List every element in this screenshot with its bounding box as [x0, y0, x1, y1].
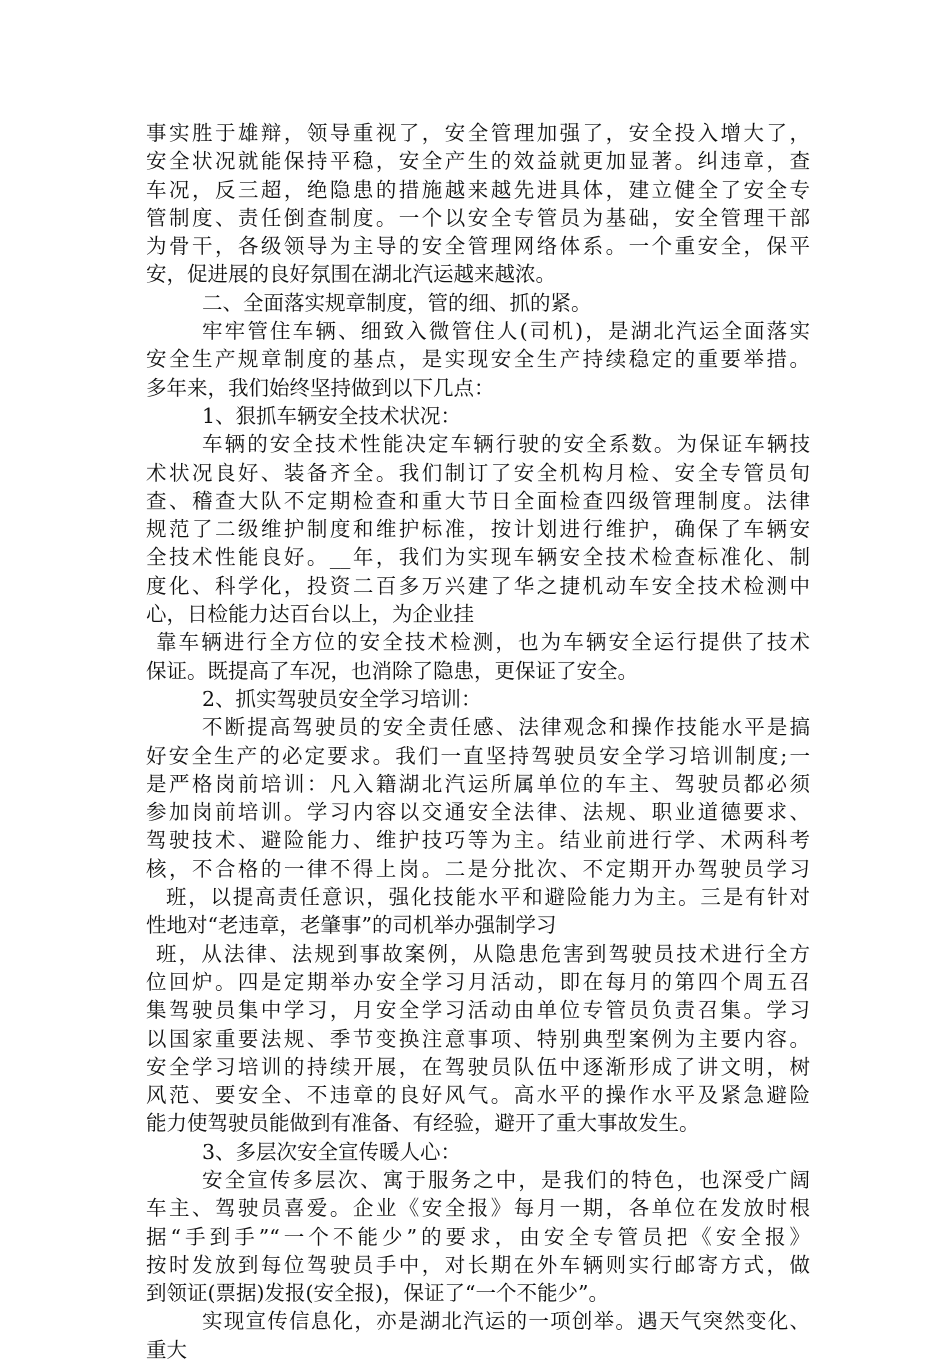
text-line: 安全状况就能保持平稳，安全产生的效益就更加显著。纠违章，查 — [146, 149, 810, 174]
text-line: 术状况良好、装备齐全。我们制订了安全机构月检、安全专管员旬 — [146, 460, 810, 485]
text-line: 不断提高驾驶员的安全责任感、法律观念和操作技能水平是搞 — [202, 715, 810, 740]
text-line: 能力使驾驶员能做到有准备、有经验，避开了重大事故发生。 — [146, 1111, 700, 1136]
text-line: 2、抓实驾驶员安全学习培训： — [202, 686, 482, 711]
text-line: 保证。既提高了车况，也消除了隐患，更保证了安全。 — [146, 658, 638, 683]
text-line: 事实胜于雄辩，领导重视了，安全管理加强了，安全投入增大了， — [146, 121, 810, 145]
text-line: 性地对“老违章，老肇事”的司机举办强制学习 — [146, 913, 557, 938]
text-line: 位回炉。四是定期举办安全学习月活动，即在每月的第四个周五召 — [146, 969, 810, 994]
text-line: 安全生产规章制度的基点，是实现安全生产持续稳定的重要举措。 — [146, 347, 810, 372]
text-line: 重大 — [146, 1337, 187, 1362]
text-line: 安，促进展的良好氛围在湖北汽运越来越浓。 — [146, 262, 556, 287]
text-line: 是严格岗前培训：凡入籍湖北汽运所属单位的车主、驾驶员都必须 — [146, 771, 810, 796]
text-line: 班，以提高责任意识，强化技能水平和避险能力为主。三是有针对 — [166, 885, 810, 910]
text-line: 度化、科学化，投资二百多万兴建了华之捷机动车安全技术检测中 — [146, 573, 810, 598]
text-line: 管制度、责任倒查制度。一个以安全专管员为基础，安全管理干部 — [146, 205, 810, 230]
text-line: 牢牢管住车辆、细致入微管住人(司机)，是湖北汽运全面落实 — [202, 319, 810, 344]
text-line: 实现宣传信息化，亦是湖北汽运的一项创举。遇天气突然变化、 — [202, 1309, 810, 1334]
text-line: 1、狠抓车辆安全技术状况： — [202, 403, 462, 428]
text-line: 二、全面落实规章制度，管的细、抓的紧。 — [202, 290, 592, 315]
text-line: 按时发放到每位驾驶员手中，对长期在外车辆则实行邮寄方式，做 — [146, 1252, 810, 1277]
text-line: 安全学习培训的持续开展，在驾驶员队伍中逐渐形成了讲文明，树 — [146, 1054, 810, 1079]
text-line: 查、稽查大队不定期检查和重大节日全面检查四级管理制度。法律 — [146, 488, 810, 513]
text-line: 车辆的安全技术性能决定车辆行驶的安全系数。为保证车辆技 — [202, 432, 810, 457]
document-body — [146, 119, 810, 1364]
text-line: 好安全生产的必定要求。我们一直坚持驾驶员安全学习培训制度;一 — [146, 743, 810, 768]
text-line: 班，从法律、法规到事故案例，从隐患危害到驾驶员技术进行全方 — [156, 941, 810, 966]
text-line: 据“手到手”“一个不能少”的要求，由安全专管员把《安全报》 — [146, 1224, 810, 1249]
text-line: 车主、驾驶员喜爱。企业《安全报》每月一期，各单位在发放时根 — [146, 1196, 810, 1221]
text-line: 以国家重要法规、季节变换注意事项、特别典型案例为主要内容。 — [146, 1026, 810, 1051]
text-line: 风范、要安全、不违章的良好风气。高水平的操作水平及紧急避险 — [146, 1083, 810, 1108]
text-line: 为骨干，各级领导为主导的安全管理网络体系。一个重安全，保平 — [146, 234, 810, 259]
text-line: 车况，反三超，绝隐患的措施越来越先进具体，建立健全了安全专 — [146, 177, 810, 202]
text-line: 参加岗前培训。学习内容以交通安全法律、法规、职业道德要求、 — [146, 800, 810, 825]
text-line: 靠车辆进行全方位的安全技术检测，也为车辆安全运行提供了技术 — [156, 630, 810, 655]
text-line: 安全宣传多层次、寓于服务之中，是我们的特色，也深受广阔 — [202, 1167, 810, 1192]
text-line: 3、多层次安全宣传暖人心： — [202, 1139, 462, 1164]
text-line: 驾驶技术、避险能力、维护技巧等为主。结业前进行学、术两科考 — [146, 828, 810, 853]
text-line: 心，日检能力达百台以上，为企业挂 — [146, 602, 474, 627]
text-line: 到领证(票据)发报(安全报)，保证了“一个不能少”。 — [146, 1281, 609, 1306]
text-line: 多年来，我们始终坚持做到以下几点： — [146, 375, 495, 400]
text-line: 全技术性能良好。__年，我们为实现车辆安全技术检查标准化、制 — [146, 545, 810, 570]
text-line: 集驾驶员集中学习，月安全学习活动由单位专管员负责召集。学习 — [146, 998, 810, 1023]
text-line: 核，不合格的一律不得上岗。二是分批次、不定期开办驾驶员学习 — [146, 856, 810, 881]
text-line: 规范了二级维护制度和维护标准，按计划进行维护，确保了车辆安 — [146, 517, 810, 542]
